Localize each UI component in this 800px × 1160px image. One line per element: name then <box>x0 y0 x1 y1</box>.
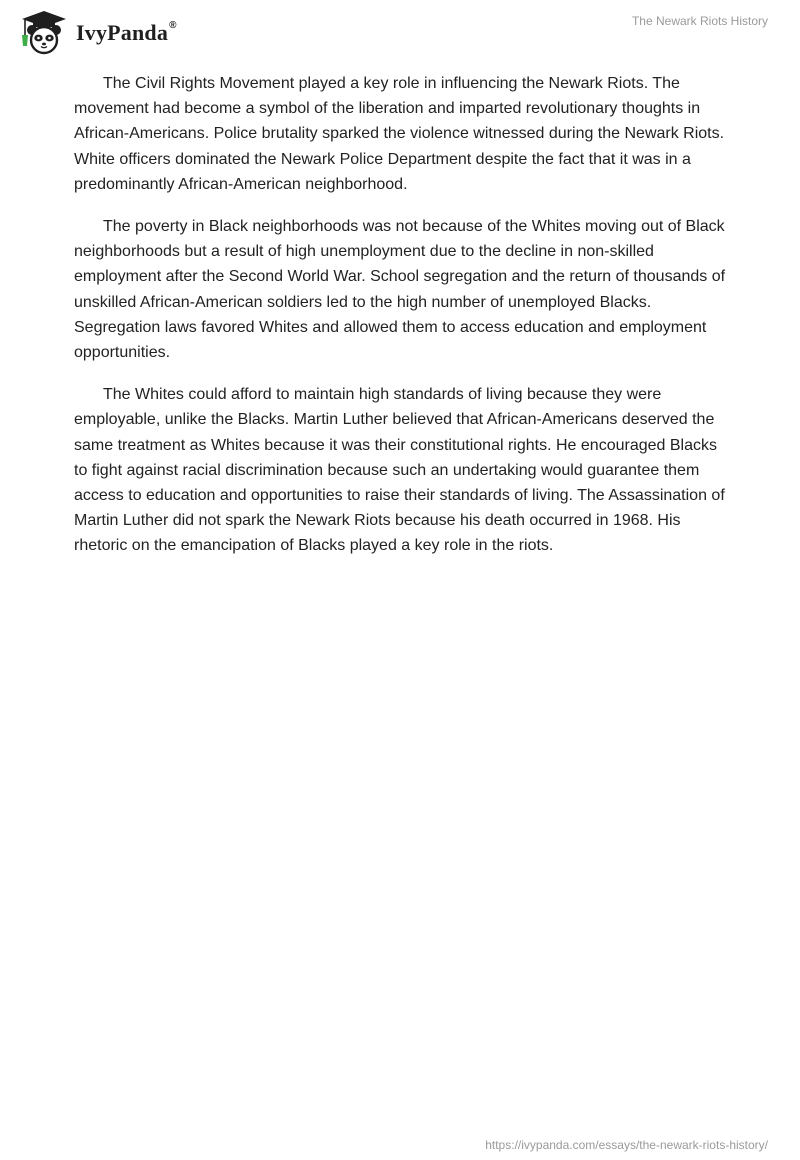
paragraph-1: The Civil Rights Movement played a key role in influencing the Newark Riots. The movement had become a symbol of the liberation and imparted revolutionary thoughts in African-Americans. Police brutality sparked the violence witnessed during the Newark Riots. White officers dominated the Newark Police Department despite the fact that it was in a predominantly African-American neighborhood. <box>74 75 725 193</box>
brand-name: IvyPanda® <box>76 19 177 45</box>
essay-body <box>74 71 730 576</box>
ivypanda-logo[interactable] <box>14 8 177 56</box>
page-header <box>0 0 800 60</box>
source-url-link[interactable]: https://ivypanda.com/essays/the-newark-riots-history/ <box>485 1138 768 1152</box>
paragraph-2: The poverty in Black neighborhoods was not because of the Whites moving out of Black neighborhoods but a result of high unemployment due to the decline in non-skilled employment after the Second World War. School segregation and the return of thousands of unskilled African-American soldiers led to the high number of unemployed Blacks. Segregation laws favored Whites and allowed them to access education and employment opportunities. <box>74 218 726 362</box>
registered-mark: ® <box>169 19 177 31</box>
paragraph-3: The Whites could afford to maintain high standards of living because they were employable, unlike the Blacks. Martin Luther believed that African-Americans deserved the same treatment as Whites because it was their constitutional rights. He encouraged Blacks to fight against racial discrimination because such an undertaking would guarantee them access to education and opportunities to raise their standards of living. The Assassination of Martin Luther did not spark the Newark Riots because his death occurred in 1968. His rhetoric on the emancipation of Blacks played a key role in the riots. <box>74 386 725 555</box>
panda-graduate-icon <box>14 8 74 56</box>
document-title: The Newark Riots History <box>631 14 768 28</box>
